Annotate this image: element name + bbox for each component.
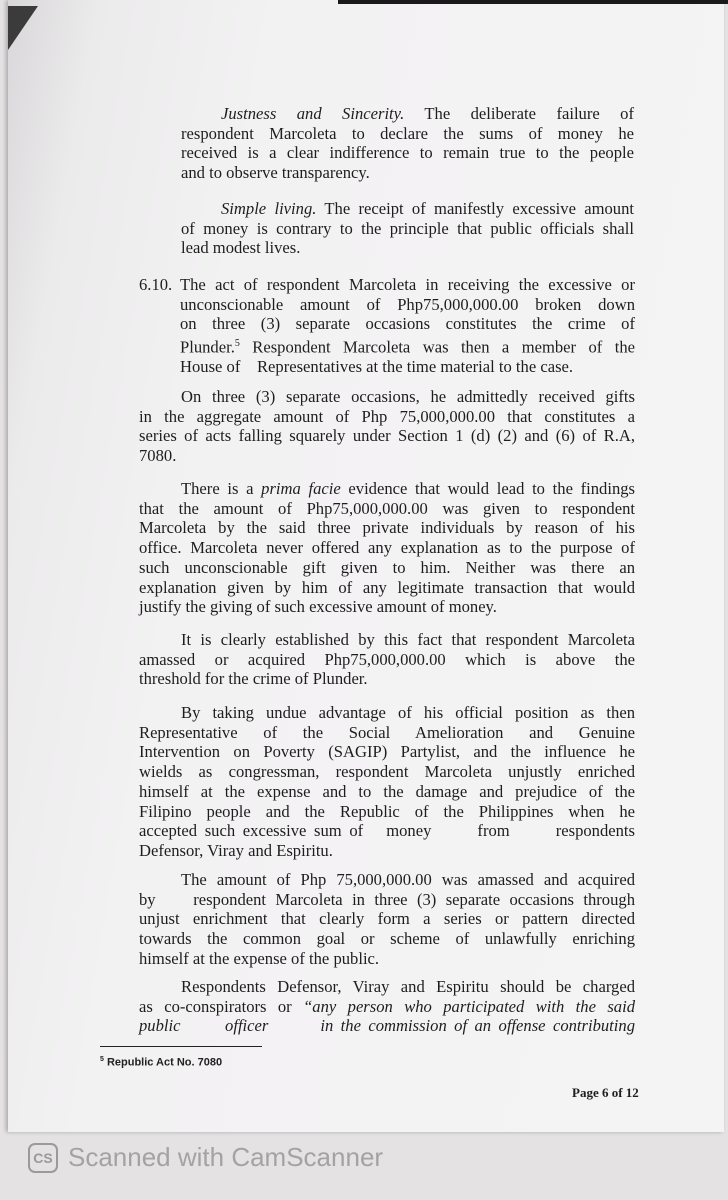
folded-corner xyxy=(8,6,38,50)
paragraph-justness: Justness and Sincerity. The deliberate failure of respondent Marcoleta to declare the sums of money he received is a clear indifference to remain true to the people and to observe transparency. xyxy=(181,104,634,183)
paragraph-co-conspirators: Respondents Defensor, Viray and Espiritu should be charged as co-conspirators or “any person who participated with the said public officer in the commission of an offense contributing xyxy=(139,977,635,1036)
paragraph-6-10: The act of respondent Marcoleta in receiving the excessive or unconscionable amount of Php75,000,000.00 broken down on three (3) separate occasions constitutes the crime of Plunder.$^5$ Respondent Marcoleta was then a member of the House of Representatives at the time material to the case. xyxy=(180,275,635,377)
paragraph-established: It is clearly established by this fact that respondent Marcoleta amassed or acquired Php75,000,000.00 which is above the threshold for the crime of Plunder. xyxy=(139,630,635,689)
footnote: $^5$ Republic Act No. 7080 xyxy=(100,1056,223,1069)
page-number: Page 6 of 12 xyxy=(572,1085,639,1100)
paragraph-undue-advantage: By taking undue advantage of his official position as then Representative of the Social Amelioration and Genuine Intervention on Poverty (SAGIP) Partylist, and the influence he wields as congressman, respondent Marcoleta unjustly enriched himself at the expense and to the damage and prejudice of the Filipino people and the Republic of the Philippines when he accepted such excessive sum of money from respondents Defensor, Viray and Espiritu. xyxy=(139,703,635,860)
paragraph-simple-living: Simple living. The receipt of manifestly excessive amount of money is contrary to the principle that public officials shall lead modest lives. xyxy=(181,199,635,258)
paragraph-occasions: On three (3) separate occasions, he admittedly received gifts in the aggregate amount of Php 75,000,000.00 that constitutes a series of acts falling squarely under Section 1 (d) (2) and (6) of R.A, 7080. xyxy=(139,387,635,466)
footnote-ref: 5 xyxy=(234,338,240,350)
paragraph-prima-facie: There is a prima facie evidence that would lead to the findings that the amount of Php75,000,000.00 was given to respondent Marcoleta by the said three private individuals by reason of his office. Marcoleta never offered any explanation as to the purpose of such unconscionable gift given to him. Neither was there an explanation given by him of any legitimate transaction that would justify the giving of such excessive amount of money. xyxy=(139,479,635,617)
camscanner-watermark: CS Scanned with CamScanner xyxy=(28,1142,383,1173)
camscanner-logo-icon: CS xyxy=(28,1143,58,1173)
footnote-rule xyxy=(100,1046,262,1047)
scan-edge xyxy=(338,0,728,4)
paragraph-number: 6.10. xyxy=(139,275,173,294)
paragraph-amassed: The amount of Php 75,000,000.00 was amassed and acquired by respondent Marcoleta in three (3) separate occasions through unjust enrichment that clearly form a series or pattern directed towards the common goal or scheme of unlawfully enriching himself at the expense of the public. xyxy=(139,870,635,968)
